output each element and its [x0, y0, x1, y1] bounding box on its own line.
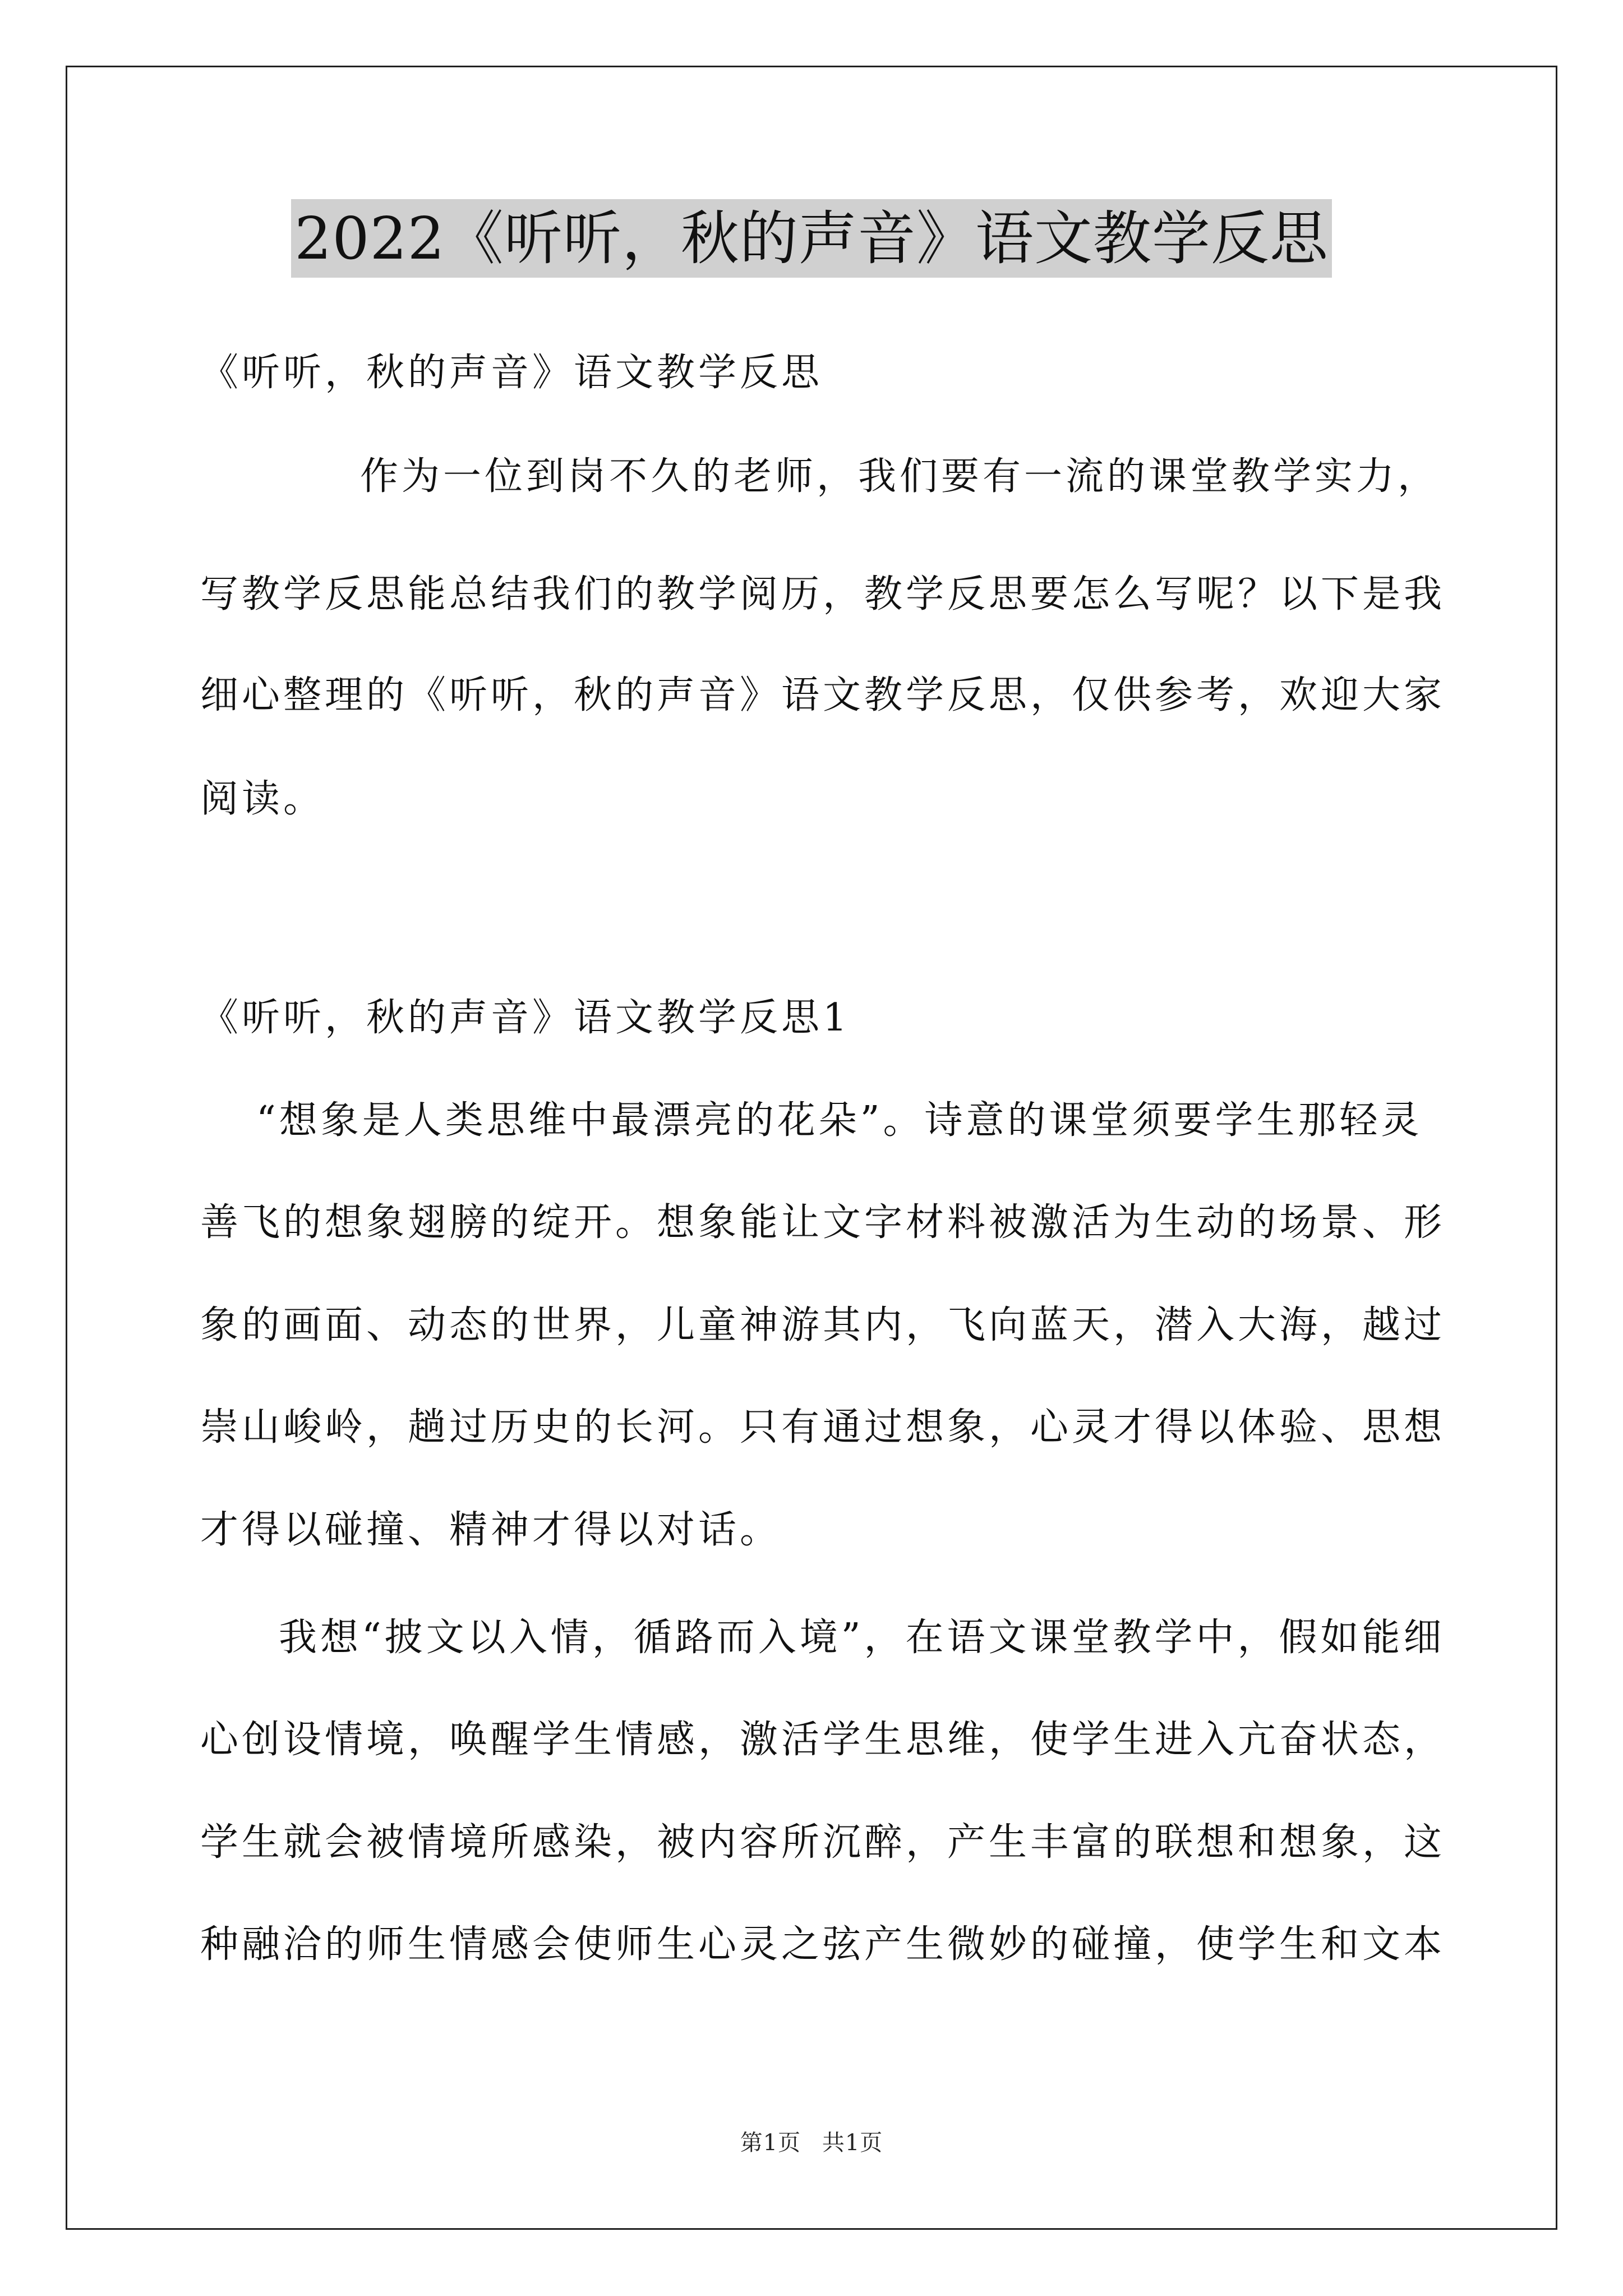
- subtitle: 《听听，秋的声音》语文教学反思: [200, 351, 823, 395]
- paragraph-line: 种融洽的师生情感会使师生心灵之弦产生微妙的碰撞，使学生和文本: [200, 1922, 1446, 1967]
- paragraph-line: 象的画面、动态的世界，儿童神游其内，飞向蓝天，潜入大海，越过: [200, 1303, 1446, 1347]
- paragraph-line: 善飞的想象翅膀的绽开。想象能让文字材料被激活为生动的场景、形: [200, 1200, 1446, 1245]
- intro-line: 作为一位到岗不久的老师，我们要有一流的课堂教学实力，: [360, 454, 1440, 499]
- paragraph-line: 心创设情境，唤醒学生情感，激活学生思维，使学生进入亢奋状态，: [200, 1718, 1446, 1762]
- document-title: 2022《听听，秋的声音》语文教学反思: [291, 199, 1332, 278]
- section-heading: 《听听，秋的声音》语文教学反思1: [200, 996, 851, 1040]
- page-footer: [0, 2126, 1623, 2160]
- page-number: 第1页: [740, 2130, 801, 2156]
- paragraph-line: 才得以碰撞、精神才得以对话。: [200, 1508, 782, 1552]
- paragraph-line: “想象是人类思维中最漂亮的花朵”。诗意的课堂须要学生那轻灵: [256, 1098, 1423, 1143]
- intro-line: 细心整理的《听听，秋的声音》语文教学反思，仅供参考，欢迎大家: [200, 673, 1446, 717]
- page-total: 共1页: [822, 2130, 883, 2156]
- intro-line: 阅读。: [200, 777, 325, 821]
- paragraph-line: 崇山峻岭，趟过历史的长河。只有通过想象，心灵才得以体验、思想: [200, 1405, 1446, 1450]
- paragraph-line: 学生就会被情境所感染，被内容所沉醉，产生丰富的联想和想象，这: [200, 1820, 1446, 1865]
- paragraph-line: 我想“披文以入情，循路而入境”，在语文课堂教学中，假如能细: [279, 1616, 1445, 1660]
- title-container: [0, 199, 1623, 278]
- intro-line: 写教学反思能总结我们的教学阅历，教学反思要怎么写呢？以下是我: [200, 572, 1446, 616]
